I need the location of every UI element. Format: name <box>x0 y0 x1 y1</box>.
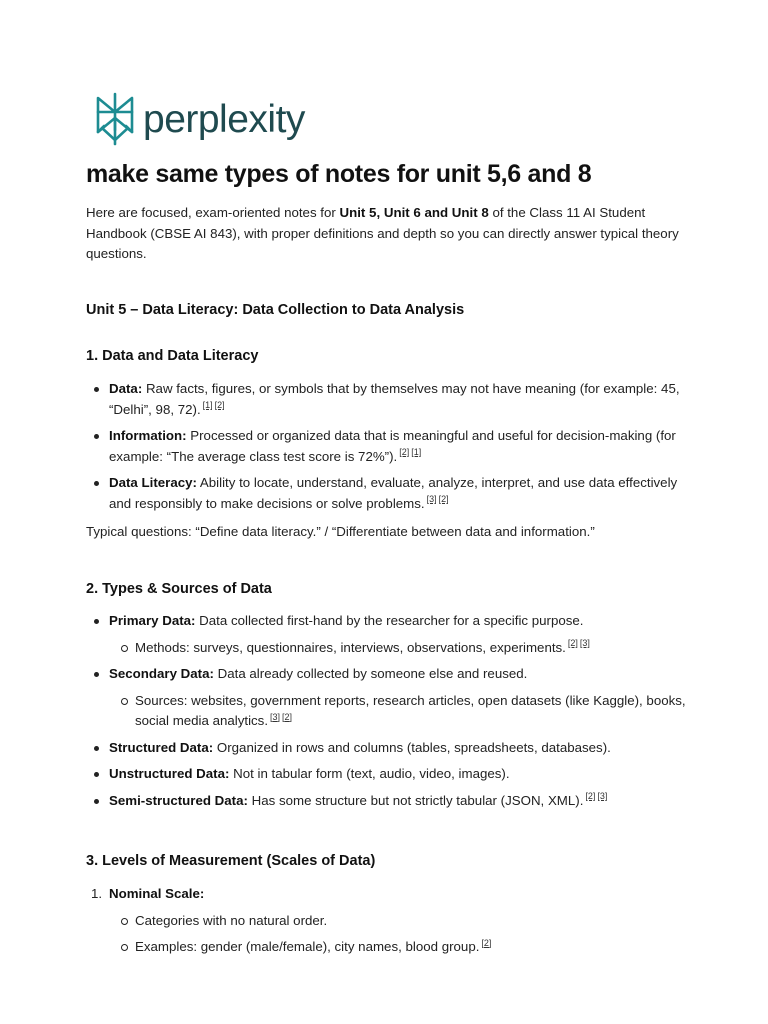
citation-link[interactable]: [2] <box>585 791 596 802</box>
perplexity-logo-icon <box>94 92 136 146</box>
types-sources-list <box>86 611 686 817</box>
numbered-list-item: 1. Nominal Scale: <box>91 886 205 901</box>
sub-list-item: Examples: gender (male/female), city names, blood group. [2] <box>86 937 686 958</box>
citation-link[interactable]: [2] <box>481 937 492 948</box>
citation-link[interactable]: [1] <box>202 400 213 411</box>
brand-name: perplexity <box>143 97 305 141</box>
sub-list-item: Sources: websites, government reports, research articles, open datasets (like Kaggle), books, social media analytics. [3] [2] <box>86 691 686 732</box>
perplexity-logo <box>94 92 305 146</box>
intro-paragraph: Here are focused, exam-oriented notes for Unit 5, Unit 6 and Unit 8 of the Class 11 AI Student Handbook (CBSE AI 843), with proper definitions and depth so you can directly answer typical theory questions. <box>86 205 679 261</box>
citation-link[interactable]: [3] <box>270 711 281 722</box>
typical-questions: Typical questions: “Define data literacy.” / “Differentiate between data and information.” <box>86 524 595 539</box>
list-item: Structured Data: Organized in rows and columns (tables, spreadsheets, databases). <box>86 738 686 759</box>
citation-link[interactable]: [3] <box>579 638 590 649</box>
page-title: make same types of notes for unit 5,6 and 8 <box>86 160 592 188</box>
sub-list-item: Categories with no natural order. <box>86 911 686 932</box>
citation-link[interactable]: [2] <box>214 400 225 411</box>
list-item: Primary Data: Data collected first-hand by the researcher for a specific purpose. <box>86 611 686 632</box>
citation-link[interactable]: [2] <box>567 638 578 649</box>
citation-link[interactable]: [3] <box>597 791 608 802</box>
list-item: Data: Raw facts, figures, or symbols that by themselves may not have meaning (for example: 45, “Delhi”, 98, 72). [1] [2] <box>86 379 686 420</box>
levels-measurement-list <box>86 884 686 964</box>
list-item: Data Literacy: Ability to locate, understand, evaluate, analyze, interpret, and use data effectively and responsibly to make decisions or solve problems. [3] [2] <box>86 473 686 514</box>
section-heading-types-sources: 2. Types & Sources of Data <box>86 581 272 597</box>
citation-link[interactable]: [2] <box>282 711 293 722</box>
list-item: Information: Processed or organized data that is meaningful and useful for decision-making (for example: “The average class test score is 72%”). [2] [1] <box>86 426 686 467</box>
section-heading-levels-measurement: 3. Levels of Measurement (Scales of Data) <box>86 853 376 869</box>
list-item: Secondary Data: Data already collected by someone else and reused. <box>86 664 686 685</box>
section-heading-data-literacy: 1. Data and Data Literacy <box>86 348 259 364</box>
citation-link[interactable]: [1] <box>411 447 422 458</box>
citation-link[interactable]: [3] <box>426 494 437 505</box>
data-literacy-list <box>86 379 686 520</box>
citation-link[interactable]: [2] <box>399 447 410 458</box>
list-item: Unstructured Data: Not in tabular form (text, audio, video, images). <box>86 764 686 785</box>
list-item: Semi-structured Data: Has some structure but not strictly tabular (JSON, XML). [2] [3] <box>86 791 686 812</box>
sub-list-item: Methods: surveys, questionnaires, interviews, observations, experiments. [2] [3] <box>86 638 686 659</box>
unit-heading: Unit 5 – Data Literacy: Data Collection to Data Analysis <box>86 302 465 318</box>
citation-link[interactable]: [2] <box>438 494 449 505</box>
